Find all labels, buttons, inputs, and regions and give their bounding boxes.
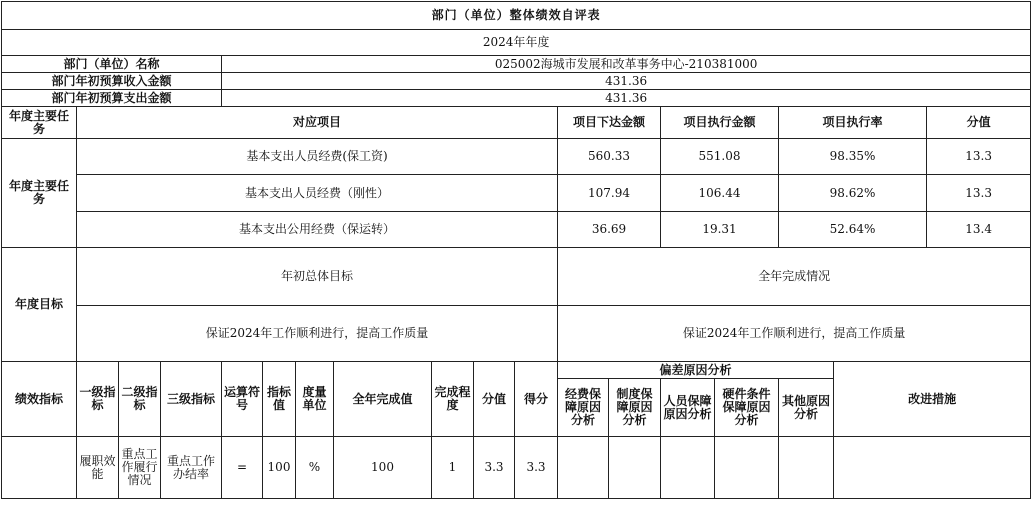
col-level3: 三级指标 <box>161 362 222 437</box>
task-rate: 98.62% <box>779 175 927 212</box>
indicator-dev-system <box>609 437 661 499</box>
indicator-value: 3.3 <box>474 437 515 499</box>
indicator-level2: 重点工作履行情况 <box>119 437 161 499</box>
table-row <box>2 139 1031 175</box>
dev-system: 制度保障原因分析 <box>609 379 661 437</box>
indicator-target: 100 <box>263 437 296 499</box>
col-score: 得分 <box>515 362 558 437</box>
tasks-header-left: 年度主要任务 <box>2 107 77 139</box>
indicator-degree: 1 <box>432 437 474 499</box>
task-rate: 98.35% <box>779 139 927 175</box>
col-value: 分值 <box>474 362 515 437</box>
tasks-section-label: 年度主要任务 <box>2 139 77 248</box>
task-value: 13.3 <box>927 139 1031 175</box>
col-target: 指标值 <box>263 362 296 437</box>
indicator-actual: 100 <box>334 437 432 499</box>
task-rate: 52.64% <box>779 212 927 248</box>
tasks-col-executed: 项目执行金额 <box>661 107 779 139</box>
goals-initial-text: 保证2024年工作顺利进行，提高工作质量 <box>77 306 558 362</box>
indicator-level1: 履职效能 <box>77 437 119 499</box>
task-executed: 19.31 <box>661 212 779 248</box>
tasks-col-rate: 项目执行率 <box>779 107 927 139</box>
col-actual: 全年完成值 <box>334 362 432 437</box>
deviation-header: 偏差原因分析 <box>558 362 834 379</box>
tasks-col-project: 对应项目 <box>77 107 558 139</box>
dev-funding: 经费保障原因分析 <box>558 379 609 437</box>
task-executed: 106.44 <box>661 175 779 212</box>
task-assigned: 560.33 <box>558 139 661 175</box>
task-project: 基本支出人员经费（刚性） <box>77 175 558 212</box>
dev-staff: 人员保障原因分析 <box>661 379 715 437</box>
tasks-col-assigned: 项目下达金额 <box>558 107 661 139</box>
expense-label: 部门年初预算支出金额 <box>2 90 222 107</box>
page-title: 部门（单位）整体绩效自评表 <box>2 2 1031 30</box>
col-level2: 二级指标 <box>119 362 161 437</box>
task-assigned: 36.69 <box>558 212 661 248</box>
indicator-dev-funding <box>558 437 609 499</box>
dev-hardware: 硬件条件保障原因分析 <box>715 379 779 437</box>
table-row <box>2 175 1031 212</box>
table-row <box>2 437 1031 499</box>
evaluation-table <box>1 1 1031 499</box>
indicator-level3: 重点工作办结率 <box>161 437 222 499</box>
goals-label: 年度目标 <box>2 248 77 362</box>
task-assigned: 107.94 <box>558 175 661 212</box>
table-row <box>2 212 1031 248</box>
col-unit: 度量单位 <box>296 362 334 437</box>
goals-completion-text: 保证2024年工作顺利进行，提高工作质量 <box>558 306 1031 362</box>
income-label: 部门年初预算收入金额 <box>2 73 222 90</box>
dept-name-value: 025002海城市发展和改革事务中心-210381000 <box>222 56 1031 73</box>
year-label: 2024年年度 <box>2 30 1031 56</box>
dept-name-label: 部门（单位）名称 <box>2 56 222 73</box>
col-degree: 完成程度 <box>432 362 474 437</box>
indicator-unit: % <box>296 437 334 499</box>
indicator-dev-hardware <box>715 437 779 499</box>
task-project: 基本支出公用经费（保运转） <box>77 212 558 248</box>
expense-value: 431.36 <box>222 90 1031 107</box>
task-value: 13.3 <box>927 175 1031 212</box>
indicator-dev-other <box>779 437 834 499</box>
improvement-header: 改进措施 <box>834 362 1031 437</box>
goals-initial-header: 年初总体目标 <box>77 248 558 306</box>
indicator-score: 3.3 <box>515 437 558 499</box>
dev-other: 其他原因分析 <box>779 379 834 437</box>
indicators-label: 绩效指标 <box>2 362 77 437</box>
col-operator: 运算符号 <box>222 362 263 437</box>
indicator-improvement <box>834 437 1031 499</box>
income-value: 431.36 <box>222 73 1031 90</box>
indicator-dev-staff <box>661 437 715 499</box>
task-executed: 551.08 <box>661 139 779 175</box>
indicator-section-cell <box>2 437 77 499</box>
goals-completion-header: 全年完成情况 <box>558 248 1031 306</box>
task-value: 13.4 <box>927 212 1031 248</box>
col-level1: 一级指标 <box>77 362 119 437</box>
indicator-operator: = <box>222 437 263 499</box>
task-project: 基本支出人员经费(保工资) <box>77 139 558 175</box>
tasks-col-score-value: 分值 <box>927 107 1031 139</box>
